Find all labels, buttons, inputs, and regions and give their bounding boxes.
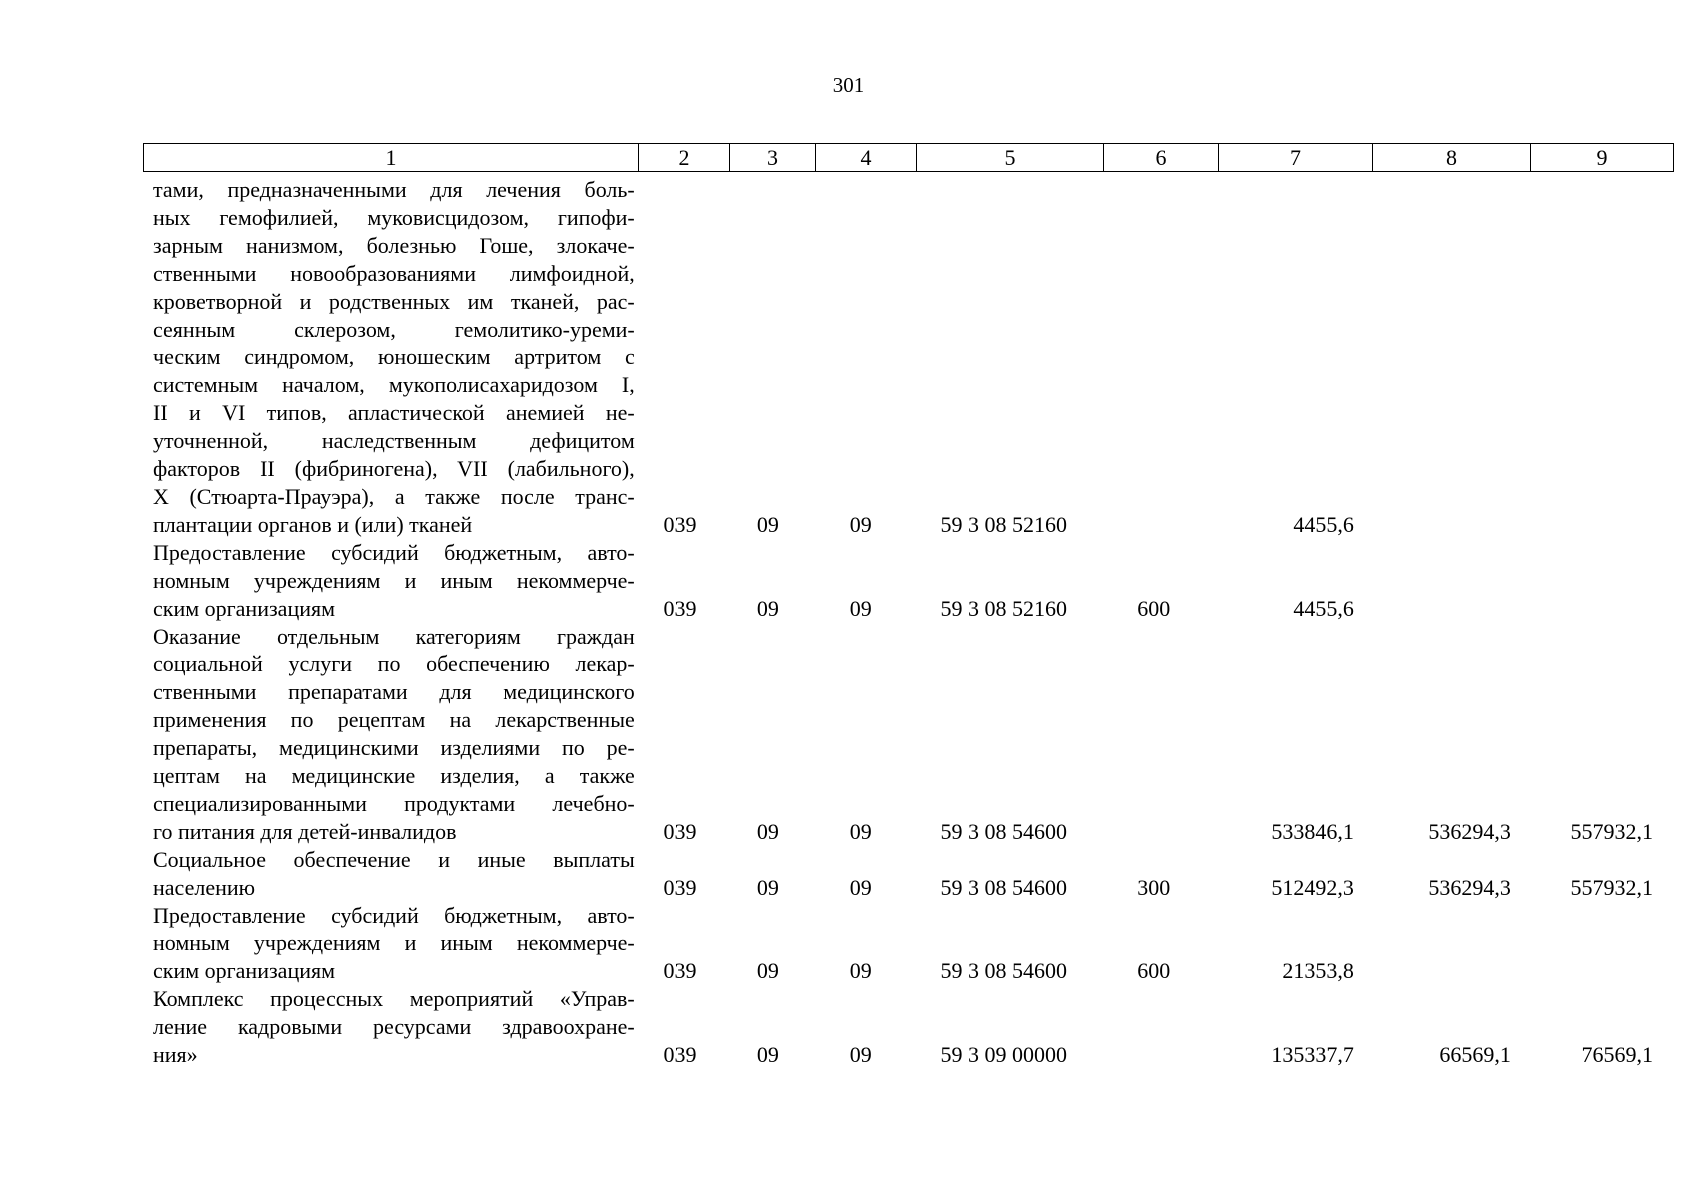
description-line: го питания для детей-инвалидов bbox=[153, 818, 457, 844]
description-line: ским организациям bbox=[153, 958, 336, 984]
description-line: номным учреждениям и иным некоммерче- bbox=[153, 567, 635, 593]
header-col-2: 2 bbox=[639, 144, 730, 172]
row-amount-col-9: 557932,1 bbox=[1570, 818, 1654, 844]
row-amount-col-7: 21353,8 bbox=[1282, 958, 1354, 984]
row-amount-col-9: 76569,1 bbox=[1581, 1042, 1654, 1068]
description-line: ния» bbox=[153, 1042, 198, 1068]
description-line: зарным нанизмом, болезнью Гоше, злокаче- bbox=[153, 232, 635, 258]
row-code-section: 09 bbox=[756, 958, 779, 984]
description-line: ческим синдромом, юношеским артритом с bbox=[153, 344, 635, 370]
description-line: населению bbox=[153, 874, 256, 900]
row-amount-col-7: 533846,1 bbox=[1271, 818, 1354, 844]
header-col-1: 1 bbox=[144, 144, 639, 172]
description-line: Предоставление субсидий бюджетным, авто- bbox=[153, 902, 635, 928]
row-code-target-article: 59 3 09 00000 bbox=[940, 1042, 1068, 1068]
description-line: препараты, медицинскими изделиями по ре- bbox=[153, 735, 635, 761]
description-line: ским организациям bbox=[153, 595, 336, 621]
row-code-ministry: 039 bbox=[663, 1042, 697, 1068]
row-code-ministry: 039 bbox=[663, 874, 697, 900]
description-line: социальной услуги по обеспечению лекар- bbox=[153, 651, 635, 677]
row-code-ministry: 039 bbox=[663, 595, 697, 621]
description-line: номным учреждениям и иным некоммерче- bbox=[153, 930, 635, 956]
description-line: сеянным склерозом, гемолитико-уреми- bbox=[153, 316, 635, 342]
description-line: Социальное обеспечение и иные выплаты bbox=[153, 846, 635, 872]
row-code-ministry: 039 bbox=[663, 511, 697, 537]
row-code-ministry: 039 bbox=[663, 958, 697, 984]
row-code-target-article: 59 3 08 54600 bbox=[940, 874, 1068, 900]
row-code-expense-type: 300 bbox=[1137, 874, 1171, 900]
row-amount-col-8: 66569,1 bbox=[1439, 1042, 1511, 1068]
table-row bbox=[143, 902, 1663, 986]
table-row bbox=[143, 985, 1663, 1069]
row-amount-col-7: 4455,6 bbox=[1293, 511, 1354, 537]
table-row bbox=[143, 539, 1663, 623]
row-code-subsection: 09 bbox=[849, 595, 872, 621]
row-amount-col-9: 557932,1 bbox=[1570, 874, 1654, 900]
table-row bbox=[143, 846, 1663, 902]
description-line: цептам на медицинские изделия, а также bbox=[153, 763, 635, 789]
row-code-section: 09 bbox=[756, 511, 779, 537]
table-header bbox=[143, 143, 1674, 172]
table-row bbox=[143, 176, 1663, 539]
row-amount-col-7: 512492,3 bbox=[1271, 874, 1354, 900]
row-amount-col-8: 536294,3 bbox=[1428, 874, 1511, 900]
row-code-target-article: 59 3 08 52160 bbox=[940, 595, 1068, 621]
row-code-subsection: 09 bbox=[849, 818, 872, 844]
row-code-target-article: 59 3 08 54600 bbox=[940, 958, 1068, 984]
row-code-subsection: 09 bbox=[849, 958, 872, 984]
row-code-subsection: 09 bbox=[849, 874, 872, 900]
row-code-subsection: 09 bbox=[849, 511, 872, 537]
row-code-section: 09 bbox=[756, 818, 779, 844]
description-line: II и VI типов, апластической анемией не- bbox=[153, 400, 635, 426]
row-amount-col-7: 135337,7 bbox=[1271, 1042, 1354, 1068]
description-line: специализированными продуктами лечебно- bbox=[153, 790, 635, 816]
row-description bbox=[143, 539, 635, 623]
header-col-5: 5 bbox=[917, 144, 1104, 172]
header-col-8: 8 bbox=[1373, 144, 1531, 172]
row-code-expense-type: 600 bbox=[1137, 958, 1171, 984]
row-description bbox=[143, 623, 635, 846]
table-row bbox=[143, 623, 1663, 846]
description-line: плантации органов и (или) тканей bbox=[153, 511, 473, 537]
description-line: тами, предназначенными для лечения боль- bbox=[153, 177, 635, 202]
description-line: ственными препаратами для медицинского bbox=[153, 679, 635, 705]
header-col-4: 4 bbox=[816, 144, 917, 172]
header-col-7: 7 bbox=[1219, 144, 1373, 172]
row-code-section: 09 bbox=[756, 1042, 779, 1068]
description-line: кроветворной и родственных им тканей, рас- bbox=[153, 288, 635, 314]
description-line: Комплекс процессных мероприятий «Управ- bbox=[153, 986, 635, 1012]
row-code-target-article: 59 3 08 52160 bbox=[940, 511, 1068, 537]
description-line: системным началом, мукополисахаридозом I, bbox=[153, 372, 635, 398]
row-description bbox=[143, 985, 635, 1069]
row-code-expense-type: 600 bbox=[1137, 595, 1171, 621]
description-line: ление кадровыми ресурсами здравоохране- bbox=[153, 1014, 635, 1040]
row-description bbox=[143, 846, 635, 902]
row-amount-col-8: 536294,3 bbox=[1428, 818, 1511, 844]
description-line: применения по рецептам на лекарственные bbox=[153, 707, 635, 733]
row-code-ministry: 039 bbox=[663, 818, 697, 844]
description-line: факторов II (фибриногена), VII (лабильного), bbox=[153, 456, 635, 482]
table-body bbox=[143, 176, 1663, 1069]
row-description bbox=[143, 176, 635, 539]
row-amount-col-7: 4455,6 bbox=[1293, 595, 1354, 621]
description-line: Предоставление субсидий бюджетным, авто- bbox=[153, 539, 635, 565]
row-code-subsection: 09 bbox=[849, 1042, 872, 1068]
page-number: 301 bbox=[832, 73, 865, 97]
header-row bbox=[144, 144, 1674, 172]
row-code-section: 09 bbox=[756, 874, 779, 900]
row-description bbox=[143, 902, 635, 986]
header-col-3: 3 bbox=[730, 144, 816, 172]
row-code-target-article: 59 3 08 54600 bbox=[940, 818, 1068, 844]
header-col-9: 9 bbox=[1531, 144, 1674, 172]
row-code-section: 09 bbox=[756, 595, 779, 621]
description-line: ственными новообразованиями лимфоидной, bbox=[153, 260, 635, 286]
description-line: X (Стюарта-Прауэра), а также после транс- bbox=[153, 483, 635, 509]
description-line: Оказание отдельным категориям граждан bbox=[153, 623, 635, 649]
description-line: ных гемофилией, муковисцидозом, гипофи- bbox=[153, 204, 635, 230]
header-col-6: 6 bbox=[1104, 144, 1219, 172]
description-line: уточненной, наследственным дефицитом bbox=[153, 428, 635, 454]
